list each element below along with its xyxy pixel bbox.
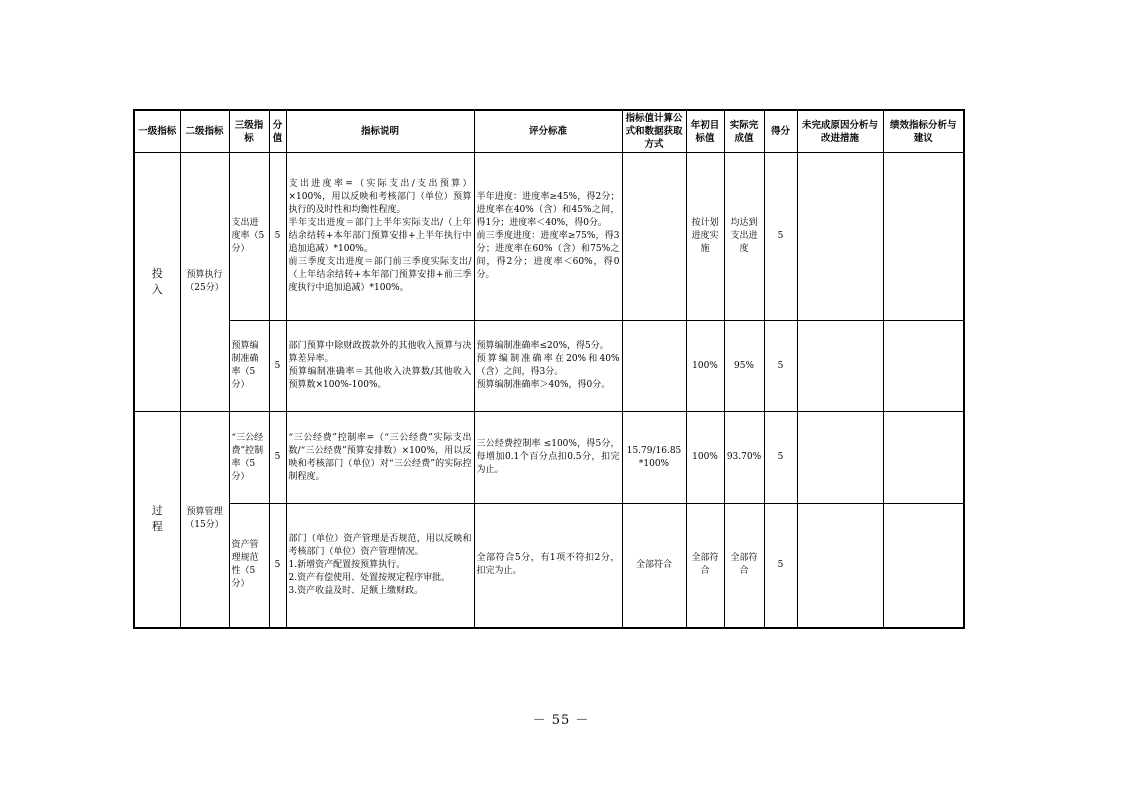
description-cell: 部门预算中除财政拨款外的其他收入预算与决算差异率。 预算编制准确率＝其他收入决算数/其他收入预算数×100%-100%。 [286,321,474,412]
target-cell: 全部符合 [686,504,724,628]
suggestion-cell [883,412,964,504]
table-row [134,153,964,321]
description-cell: 支出进度率=（实际支出/支出预算）×100%，用以反映和考核部门（单位）预算执行的及时性和均衡性程度。 半年支出进度＝部门上半年实际支出/（上年结余结转+本年部门预算安排+上半年执行中追加追减）*100%。 前三季度支出进度＝部门前三季度实际支出/（上年结余结转+本年部门预算安排+前三季度执行中追加追减）*100%。 [286,153,474,321]
suggestion-cell [883,321,964,412]
target-cell: 100% [686,412,724,504]
header-score: 得分 [764,110,797,153]
header-score-value: 分值 [269,110,286,153]
header-criteria: 评分标准 [474,110,622,153]
actual-cell: 均达到支出进度 [724,153,764,321]
level3-cell: 资产管理规范性（5分） [229,504,269,628]
level3-cell: “三公经费”控制率（5分） [229,412,269,504]
level2-budget-execution: 预算执行（25分） [185,270,224,293]
header-level3: 三级指标 [229,110,269,153]
level1-cell [134,412,180,628]
score-value-cell: 5 [269,153,286,321]
table-row [134,321,964,412]
description-cell: “三公经费”控制率=（“三公经费”实际支出数/“三公经费”预算安排数）×100%，用以反映和考核部门（单位）对“三公经费”的实际控制程度。 [286,412,474,504]
actual-cell: 全部符合 [724,504,764,628]
header-suggestion: 绩效指标分析与建议 [883,110,964,153]
page-number: － 55 － [532,713,590,728]
level1-input: 投入 [151,267,163,296]
level2-cell [180,153,229,412]
header-reason: 未完成原因分析与改进措施 [797,110,883,153]
header-level1: 一级指标 [134,110,180,153]
score-value-cell: 5 [269,321,286,412]
actual-cell: 95% [724,321,764,412]
criteria-cell: 预算编制准确率≤20%，得5分。 预算编制准确率在20%和40%（含）之间，得3分。 预算编制准确率＞40%，得0分。 [474,321,622,412]
reason-cell [797,321,883,412]
criteria-cell: 半年进度：进度率≥45%，得2分；进度率在40%（含）和45%之间，得1分；进度率＜40%，得0分。 前三季度进度：进度率≥75%，得3分；进度率在60%（含）和75%之间，得2分；进度率＜60%，得0分。 [474,153,622,321]
reason-cell [797,504,883,628]
header-row [134,110,964,153]
score-cell: 5 [764,504,797,628]
formula-cell [622,153,686,321]
score-value-cell: 5 [269,504,286,628]
score-cell: 5 [764,153,797,321]
description-cell: 部门（单位）资产管理是否规范，用以反映和考核部门（单位）资产管理情况。 1.新增资产配置按预算执行。 2.资产有偿使用、处置按规定程序审批。 3.资产收益及时、足额上缴财政。 [286,504,474,628]
performance-table [133,109,965,629]
suggestion-cell [883,504,964,628]
header-level2: 二级指标 [180,110,229,153]
level1-cell [134,153,180,412]
suggestion-cell [883,153,964,321]
level2-budget-management: 预算管理（15分） [185,507,224,531]
table-row [134,504,964,628]
score-cell: 5 [764,412,797,504]
header-target: 年初目标值 [686,110,724,153]
formula-cell: 15.79/16.85*100% [622,412,686,504]
score-cell: 5 [764,321,797,412]
formula-cell: 全部符合 [622,504,686,628]
header-description: 指标说明 [286,110,474,153]
formula-cell [622,321,686,412]
target-cell: 100% [686,321,724,412]
reason-cell [797,153,883,321]
header-actual: 实际完成值 [724,110,764,153]
header-formula: 指标值计算公式和数据获取方式 [622,110,686,153]
score-value-cell: 5 [269,412,286,504]
criteria-cell: 全部符合5分，有1项不符扣2分，扣完为止。 [474,504,622,628]
target-cell: 按计划进度实施 [686,153,724,321]
level1-process: 过程 [151,504,163,534]
level3-cell: 预算编制准确率（5分） [229,321,269,412]
level2-cell [180,412,229,628]
actual-cell: 93.70% [724,412,764,504]
criteria-cell: 三公经费控制率 ≤100%，得5分，每增加0.1个百分点扣0.5分，扣完为止。 [474,412,622,504]
level3-cell: 支出进度率（5分） [229,153,269,321]
reason-cell [797,412,883,504]
table-row [134,412,964,504]
